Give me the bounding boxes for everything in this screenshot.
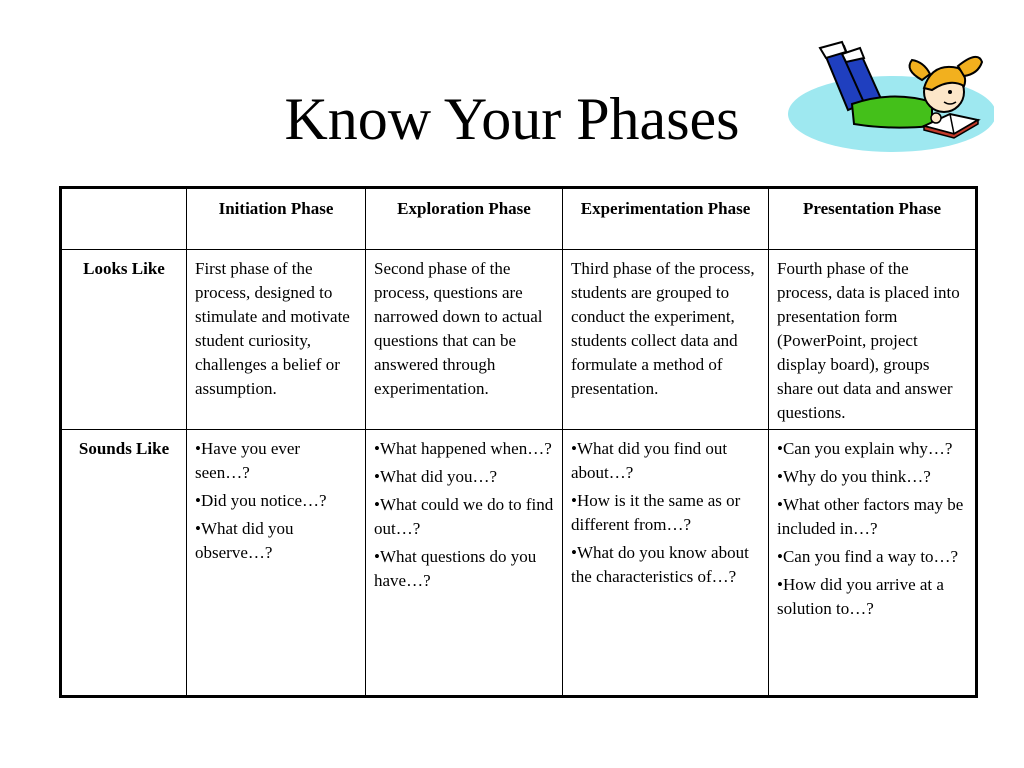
row-header-sounds-like: Sounds Like bbox=[61, 430, 187, 697]
column-header-exploration: Exploration Phase bbox=[366, 188, 563, 250]
question-list bbox=[195, 437, 357, 565]
list-item: •How did you arrive at a solution to…? bbox=[777, 575, 944, 618]
girl-reading-clipart bbox=[782, 40, 994, 156]
corner-cell bbox=[61, 188, 187, 250]
list-item: •How is it the same as or different from…? bbox=[571, 491, 741, 534]
cell-looks-exploration: Second phase of the process, questions are narrowed down to actual questions that can be answered through experimentation. bbox=[366, 250, 563, 430]
question-list bbox=[374, 437, 554, 593]
list-item: •What other factors may be included in…? bbox=[777, 495, 964, 538]
table-row-looks-like bbox=[61, 250, 977, 430]
column-header-initiation: Initiation Phase bbox=[187, 188, 366, 250]
list-item: •Can you explain why…? bbox=[777, 439, 953, 458]
list-item: •Can you find a way to…? bbox=[777, 547, 959, 566]
list-item: •What did you observe…? bbox=[195, 519, 294, 562]
cell-sounds-experimentation bbox=[563, 430, 769, 697]
table-row-sounds-like bbox=[61, 430, 977, 697]
cell-sounds-exploration bbox=[366, 430, 563, 697]
column-header-experimentation: Experimentation Phase bbox=[563, 188, 769, 250]
row-header-looks-like: Looks Like bbox=[61, 250, 187, 430]
list-item: •Why do you think…? bbox=[777, 467, 931, 486]
list-item: •Did you notice…? bbox=[195, 491, 327, 510]
list-item: •Have you ever seen…? bbox=[195, 439, 301, 482]
question-list bbox=[777, 437, 967, 621]
cell-looks-initiation: First phase of the process, designed to stimulate and motivate student curiosity, challenges a belief or assumption. bbox=[187, 250, 366, 430]
list-item: •What did you…? bbox=[374, 467, 498, 486]
cell-sounds-presentation bbox=[769, 430, 977, 697]
list-item: •What happened when…? bbox=[374, 439, 552, 458]
header-row bbox=[61, 188, 977, 250]
list-item: •What questions do you have…? bbox=[374, 547, 537, 590]
cell-looks-experimentation: Third phase of the process, students are grouped to conduct the experiment, students collect data and formulate a method of presentation. bbox=[563, 250, 769, 430]
slide-title: Know Your Phases bbox=[284, 86, 740, 152]
question-list bbox=[571, 437, 760, 589]
cell-looks-presentation: Fourth phase of the process, data is placed into presentation form (PowerPoint, project display board), groups share out data and answer questions. bbox=[769, 250, 977, 430]
list-item: •What did you find out about…? bbox=[571, 439, 728, 482]
cell-sounds-initiation bbox=[187, 430, 366, 697]
phases-table bbox=[59, 186, 978, 698]
list-item: •What do you know about the characteristics of…? bbox=[571, 543, 749, 586]
list-item: •What could we do to find out…? bbox=[374, 495, 554, 538]
column-header-presentation: Presentation Phase bbox=[769, 188, 977, 250]
